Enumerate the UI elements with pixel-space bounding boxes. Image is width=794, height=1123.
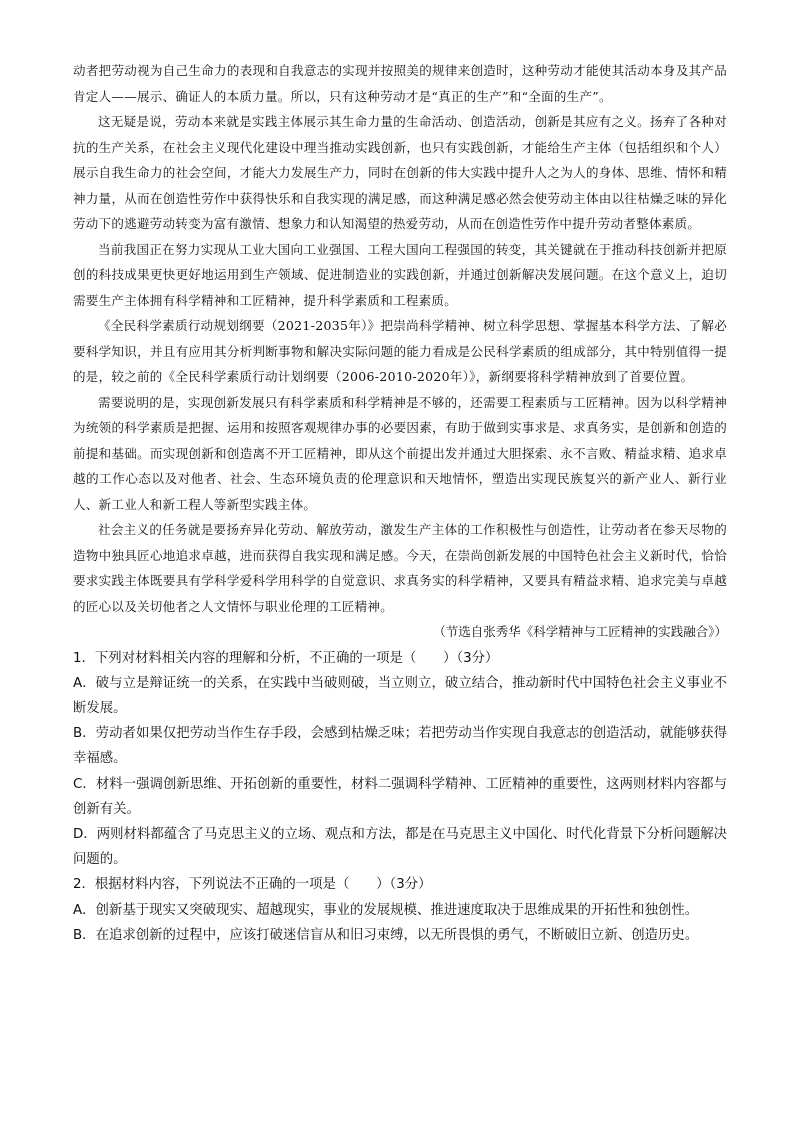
question-1	[73, 646, 727, 873]
option-c: C．材料一强调创新思维、开拓创新的重要性，材料二强调科学精神、工匠精神的重要性，这两则材料内容都与创新有关。	[73, 776, 727, 817]
option-b: B．劳动者如果仅把劳动当作生存手段，会感到枯燥乏味；若把劳动当作实现自我意志的创造活动，就能够获得幸福感。	[73, 726, 727, 767]
passage-paragraph: 《全民科学素质行动规划纲要（2021-2035年）》把崇尚科学精神、树立科学思想、掌握基本科学方法、了解必要科学知识，并且有应用其分析判断事物和解决实际问题的能力看成是公民科学素质的组成部分，其中特别值得一提的是，较之前的《全民科学素质行动计划纲要（2006-2010-2020年）》，新纲要将科学精神放到了首要位置。	[73, 318, 727, 384]
passage-paragraph: 这无疑是说，劳动本来就是实践主体展示其生命力量的生命活动、创造活动，创新是其应有之义。扬弃了各种对抗的生产关系，在社会主义现代化建设中理当推动实践创新，也只有实践创新，才能给生产主体（包括组织和个人）展示自我生命力的社会空间，才能大力发展生产力，同时在创新的伟大实践中提升人之为人的身体、思维、情怀和精神力量，从而在创造性劳作中获得快乐和自我实现的满足感，而这种满足感必然会使劳动主体由以往枯燥乏味的异化劳动下的逃避劳动转变为富有激情、想象力和认知渴望的热爱劳动，从而在创造性劳作中提升劳动者整体素质。	[73, 114, 727, 231]
question-2	[73, 872, 727, 948]
question-stem: 2．根据材料内容，下列说法不正确的一项是（ ）（3分）	[73, 877, 432, 893]
option-b: B．在追求创新的过程中，应该打破迷信盲从和旧习束缚，以无所畏惧的勇气，不断破旧立新、创造历史。	[73, 927, 699, 943]
question-stem: 1．下列对材料相关内容的理解和分析，不正确的一项是（ ）（3分）	[73, 650, 499, 666]
reading-passage	[73, 58, 727, 619]
option-a: A．破与立是辩证统一的关系，在实践中当破则破，当立则立，破立结合，推动新时代中国特色社会主义事业不断发展。	[73, 675, 727, 716]
passage-paragraph: 当前我国正在努力实现从工业大国向工业强国、工程大国向工程强国的转变，其关键就在于推动科技创新并把原创的科技成果更快更好地运用到生产领域、促进制造业的实践创新，并通过创新解决发展问题。在这个意义上，迫切需要生产主体拥有科学精神和工匠精神，提升科学素质和工程素质。	[73, 241, 727, 308]
option-a: A．创新基于现实又突破现实、超越现实，事业的发展规模、推进速度取决于思维成果的开拓性和独创性。	[73, 902, 699, 918]
passage-paragraph: 社会主义的任务就是要扬弃异化劳动、解放劳动，激发生产主体的工作积极性与创造性，让劳动者在参天尽物的造物中独具匠心地追求卓越，进而获得自我实现和满足感。今天，在崇尚创新发展的中国特色社会主义新时代，恰恰要求实践主体既要具有学科学爱科学用科学的自觉意识、求真务实的科学精神，又要具有精益求精、追求完美与卓越的匠心以及关切他者之人文情怀与职业伦理的工匠精神。	[73, 522, 727, 614]
question-list	[73, 646, 727, 948]
passage-source: （节选自张秀华《科学精神与工匠精神的实践融合》）	[433, 624, 727, 639]
passage-paragraph: 动者把劳动视为自己生命力的表现和自我意志的实现并按照美的规律来创造时，这种劳动才能使其活动本身及其产品肯定人——展示、确证人的本质力量。所以，只有这种劳动才是“真正的生产”和“全面的生产”。	[73, 63, 727, 104]
exam-page	[73, 58, 727, 948]
passage-paragraph: 需要说明的是，实现创新发展只有科学素质和科学精神是不够的，还需要工程素质与工匠精神。因为以科学精神为统领的科学素质是把握、运用和按照客观规律办事的必要因素，有助于做到实事求是、求真务实，是创新和创造的前提和基础。而实现创新和创造离不开工匠精神，即从这个前提出发并通过大胆探索、永不言败、精益求精、追求卓越的工作心态以及对他者、社会、生态环境负责的伦理意识和天地情怀，塑造出实现民族复兴的新产业人、新行业人、新工业人和新工程人等新型实践主体。	[73, 394, 727, 512]
option-d: D．两则材料都蕴含了马克思主义的立场、观点和方法，都是在马克思主义中国化、时代化背景下分析问题解决问题的。	[73, 826, 727, 868]
